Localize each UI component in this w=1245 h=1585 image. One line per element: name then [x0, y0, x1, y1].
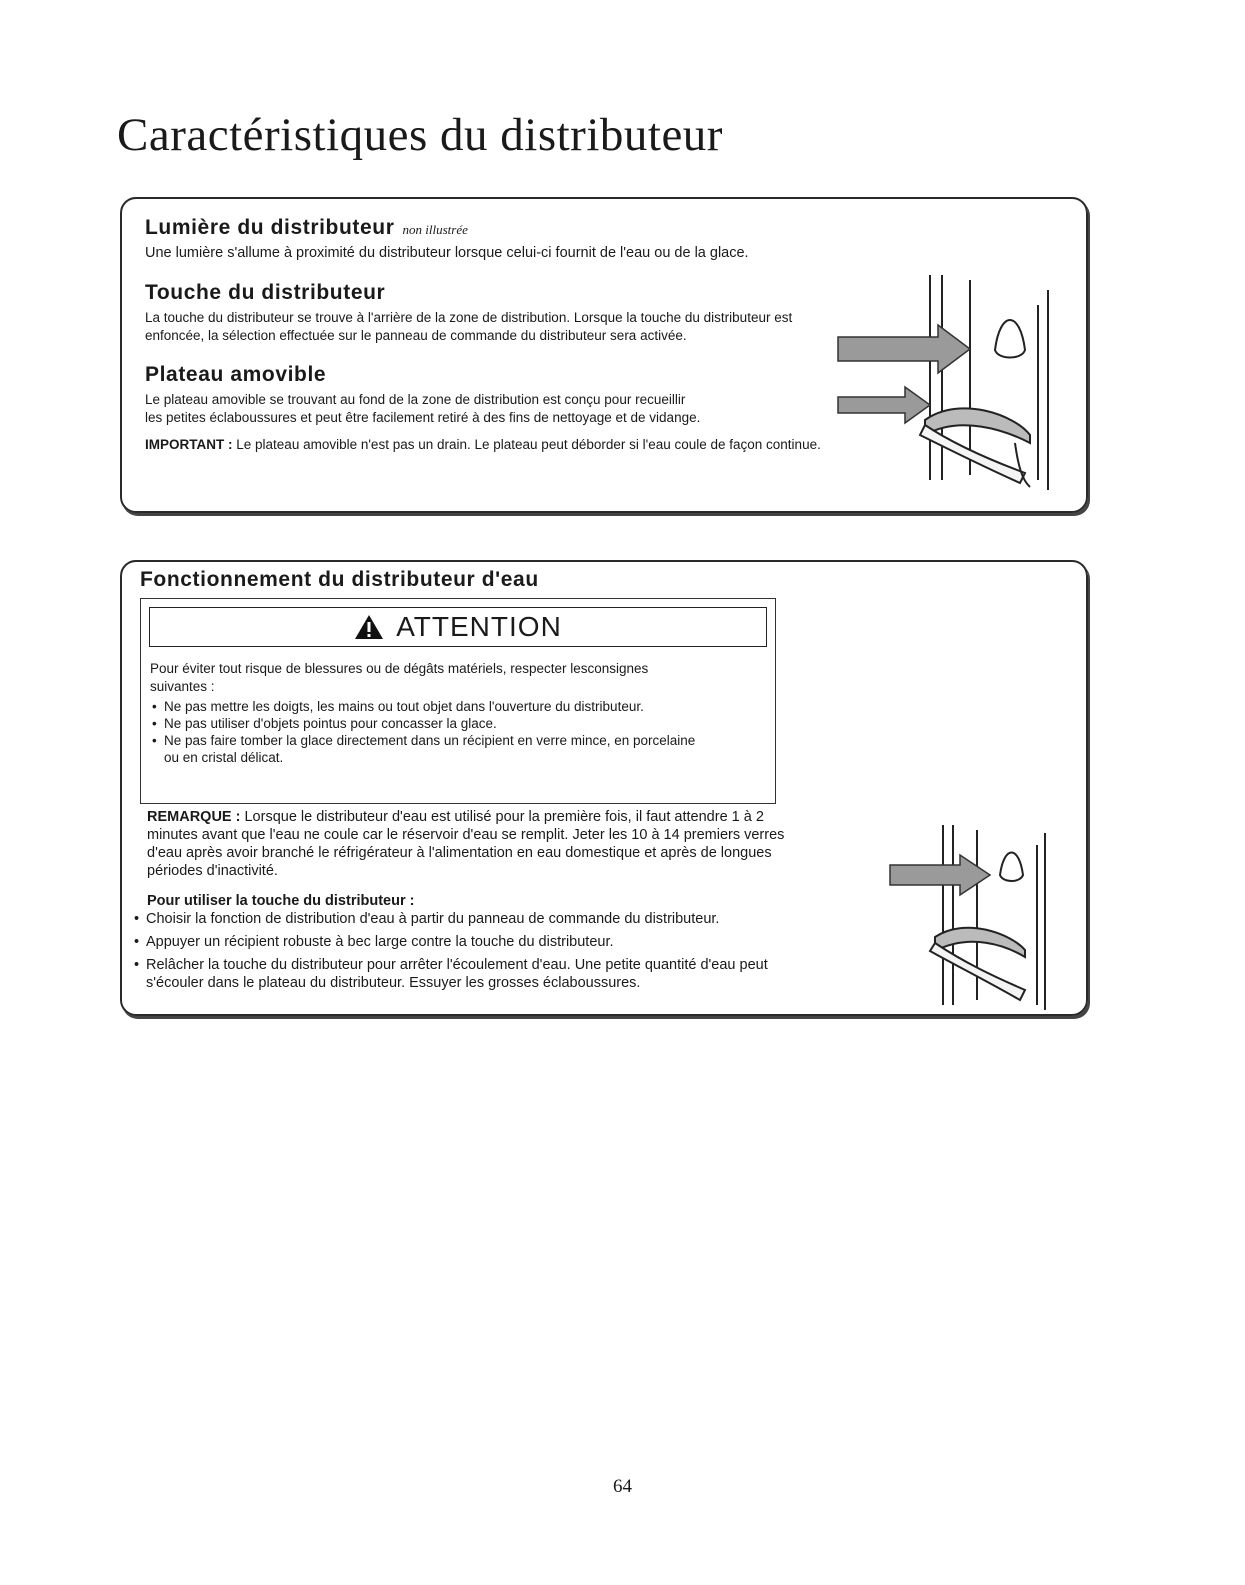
dispenser-pad-arrow-2 — [890, 855, 990, 895]
attention-item-3-cont: ou en cristal délicat. — [164, 750, 284, 765]
light-text: Une lumière s'allume à proximité du distributeur lorsque celui-ci fournit de l'eau ou de la glace. — [145, 245, 749, 261]
attention-list — [150, 698, 770, 749]
important-text: Le plateau amovible n'est pas un drain. Le plateau peut déborder si l'eau coule de façon continue. — [236, 437, 821, 452]
attention-header — [149, 607, 767, 647]
tray-text-line1: Le plateau amovible se trouvant au fond de la zone de distribution est conçu pour recueillir — [145, 392, 686, 407]
warning-icon — [354, 614, 384, 640]
attention-title: ATTENTION — [396, 611, 562, 642]
tray-text-line2: les petites éclaboussures et peut être facilement retiré à des fins de nettoyage et de vidange. — [145, 410, 701, 425]
attention-item-2: • Ne pas utiliser d'objets pointus pour concasser la glace. — [150, 715, 770, 732]
usage-step-3: • Relâcher la touche du distributeur pour arrêter l'écoulement d'eau. Une petite quantité d'eau peut s'écouler dans le plateau du distributeur. Essuyer les grosses éclaboussures. — [132, 956, 922, 992]
light-note: non illustrée — [402, 222, 468, 237]
remarque-line2: minutes avant que l'eau ne coule car le réservoir d'eau se remplit. Jeter les 10 à 14 premiers verres — [147, 827, 785, 843]
page-number: 64 — [613, 1476, 632, 1497]
tray-important — [145, 436, 821, 453]
dispenser-pad-arrow — [838, 325, 970, 373]
attention-item-3: • Ne pas faire tomber la glace directement dans un récipient en verre mince, en porcelaine — [150, 732, 770, 749]
attention-box — [140, 598, 776, 804]
remarque-label: REMARQUE : — [147, 809, 241, 825]
usage-steps — [132, 910, 922, 992]
remarque-line4: périodes d'inactivité. — [147, 863, 278, 879]
light-section — [145, 216, 468, 240]
remarque-line3: d'eau après avoir branché le réfrigérateur à l'alimentation en eau domestique et après de longues — [147, 845, 772, 861]
pad-text-line2: enfoncée, la sélection effectuée sur le panneau de commande du distributeur sera activée. — [145, 328, 687, 343]
pad-text-line1: La touche du distributeur se trouve à l'arrière de la zone de distribution. Lorsque la touche du distributeur est — [145, 310, 793, 325]
page-title: Caractéristiques du distributeur — [117, 109, 723, 161]
pad-heading: Touche du distributeur — [145, 281, 386, 304]
attention-intro-line1: Pour éviter tout risque de blessures ou de dégâts matériels, respecter lesconsignes — [150, 661, 649, 676]
water-heading: Fonctionnement du distributeur d'eau — [140, 568, 539, 591]
attention-intro-line2: suivantes : — [150, 679, 215, 694]
usage-heading: Pour utiliser la touche du distributeur : — [147, 893, 415, 909]
important-label: IMPORTANT : — [145, 437, 233, 452]
usage-step-1: • Choisir la fonction de distribution d'eau à partir du panneau de commande du distributeur. — [132, 910, 922, 928]
usage-step-2: • Appuyer un récipient robuste à bec large contre la touche du distributeur. — [132, 933, 922, 951]
dispenser-use-illustration — [885, 825, 1055, 1015]
dispenser-illustration — [830, 275, 1055, 495]
drip-tray-arrow — [838, 387, 930, 423]
light-heading: Lumière du distributeur non illustrée — [145, 216, 468, 239]
tray-heading: Plateau amovible — [145, 363, 327, 386]
remarque-line1: REMARQUE : Lorsque le distributeur d'eau est utilisé pour la première fois, il faut attendre 1 à 2 — [147, 809, 764, 825]
attention-item-1: • Ne pas mettre les doigts, les mains ou tout objet dans l'ouverture du distributeur. — [150, 698, 770, 715]
